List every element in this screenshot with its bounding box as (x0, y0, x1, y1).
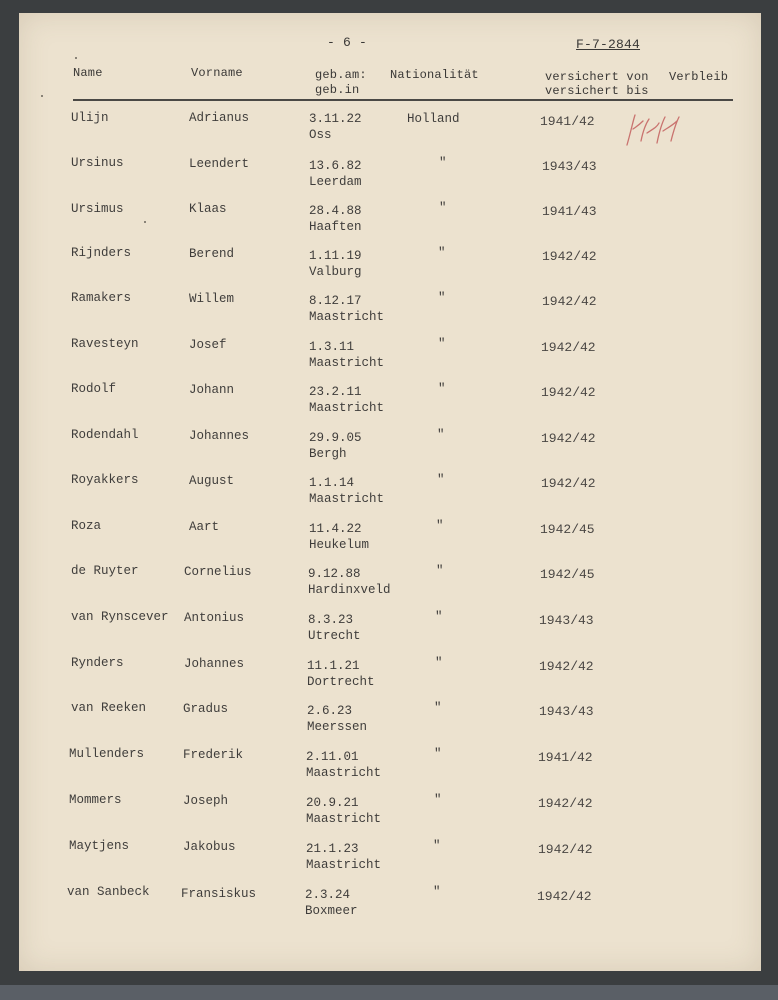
cell-name: Royakkers (71, 473, 139, 487)
column-header-geb-in: geb.in (315, 83, 360, 97)
cell-vorname: Berend (189, 247, 235, 261)
cell-birth-place: Maastricht (306, 766, 382, 780)
cell-nationality: " (439, 156, 447, 170)
cell-vorname: Cornelius (184, 565, 252, 579)
column-header-name: Name (73, 66, 103, 80)
table-row (19, 656, 761, 698)
table-row (19, 246, 761, 288)
cell-nationality: " (436, 564, 444, 578)
cell-birth-place: Dortrecht (307, 675, 375, 689)
cell-vorname: Adrianus (189, 111, 250, 125)
cell-name: Rodolf (71, 382, 117, 396)
cell-vorname: Leendert (189, 157, 250, 171)
cell-birth-place: Maastricht (309, 401, 385, 415)
table-row (19, 428, 761, 470)
cell-birth-date: 28.4.88 (309, 204, 362, 218)
cell-vorname: Aart (189, 520, 220, 534)
cell-nationality: " (434, 747, 442, 761)
cell-birth-place: Haaften (309, 220, 362, 234)
cell-vorname: Fransiskus (181, 887, 257, 901)
file-reference: F-7-2844 (576, 37, 641, 52)
cell-versichert: 1942/42 (542, 294, 597, 309)
cell-name: Ursimus (71, 202, 124, 216)
cell-birth-date: 1.3.11 (309, 340, 355, 354)
cell-versichert: 1942/42 (538, 842, 593, 857)
cell-name: Rodendahl (71, 428, 139, 442)
cell-nationality: " (437, 428, 445, 442)
cell-versichert: 1942/42 (541, 340, 596, 355)
cell-versichert: 1941/42 (540, 114, 595, 129)
cell-birth-date: 11.1.21 (307, 659, 360, 673)
cell-birth-date: 21.1.23 (306, 842, 359, 856)
table-row (19, 111, 761, 153)
cell-name: Mullenders (69, 747, 145, 761)
cell-birth-place: Maastricht (306, 858, 382, 872)
cell-birth-place: Oss (309, 128, 332, 142)
cell-birth-date: 9.12.88 (308, 567, 361, 581)
cell-name: Ravesteyn (71, 337, 139, 351)
cell-versichert: 1941/43 (542, 204, 597, 219)
header-rule (73, 99, 733, 101)
column-header-nationalitaet: Nationalität (390, 68, 479, 82)
cell-nationality: " (434, 701, 442, 715)
table-row (19, 156, 761, 198)
cell-birth-place: Bergh (309, 447, 347, 461)
cell-vorname: August (189, 474, 235, 488)
cell-name: van Rynscever (71, 610, 169, 624)
cell-name: de Ruyter (71, 564, 139, 578)
cell-birth-place: Hardinxveld (308, 583, 391, 597)
cell-birth-date: 2.11.01 (306, 750, 359, 764)
column-header-geb-am: geb.am: (315, 68, 367, 82)
cell-birth-place: Maastricht (309, 492, 385, 506)
cell-nationality: Holland (407, 112, 460, 126)
cell-versichert: 1941/42 (538, 750, 593, 765)
table-row (19, 564, 761, 606)
cell-vorname: Jakobus (183, 840, 236, 854)
cell-versichert: 1942/42 (541, 431, 596, 446)
cell-birth-date: 11.4.22 (309, 522, 362, 536)
cell-versichert: 1942/42 (537, 889, 592, 904)
column-header-versichert-von: versichert von (545, 70, 649, 84)
cell-versichert: 1942/45 (540, 522, 595, 537)
column-header-verbleib: Verbleib (669, 70, 729, 84)
table-row (19, 201, 761, 243)
cell-versichert: 1942/42 (541, 476, 596, 491)
cell-birth-date: 2.3.24 (305, 888, 351, 902)
cell-name: Rynders (71, 656, 124, 670)
cell-nationality: " (435, 656, 443, 670)
cell-vorname: Joseph (183, 794, 229, 808)
cell-nationality: " (435, 610, 443, 624)
cell-name: Ulijn (71, 111, 109, 125)
cell-birth-place: Leerdam (309, 175, 362, 189)
cell-birth-place: Utrecht (308, 629, 361, 643)
cell-name: Mommers (69, 793, 122, 807)
cell-versichert: 1942/45 (540, 567, 595, 582)
page-number: - 6 - (327, 35, 368, 50)
cell-name: Maytjens (69, 839, 130, 853)
cell-birth-place: Heukelum (309, 538, 370, 552)
cell-versichert: 1942/42 (542, 249, 597, 264)
cell-name: Ramakers (71, 291, 132, 305)
table-row (19, 382, 761, 424)
cell-name: van Reeken (71, 701, 147, 715)
scanner-bottom-strip (0, 985, 778, 1000)
cell-nationality: " (436, 519, 444, 533)
table-row (19, 473, 761, 515)
cell-birth-date: 29.9.05 (309, 431, 362, 445)
cell-name: Rijnders (71, 246, 132, 260)
cell-birth-place: Maastricht (306, 812, 382, 826)
cell-nationality: " (437, 473, 445, 487)
paper-speck (41, 95, 43, 97)
cell-birth-date: 13.6.82 (309, 159, 362, 173)
paper-speck (75, 57, 77, 59)
column-header-vorname: Vorname (191, 66, 243, 80)
table-row (19, 747, 761, 789)
cell-versichert: 1943/43 (542, 159, 597, 174)
cell-nationality: " (438, 246, 446, 260)
cell-birth-place: Maastricht (309, 310, 385, 324)
cell-versichert: 1942/42 (539, 659, 594, 674)
cell-birth-place: Boxmeer (305, 904, 358, 918)
cell-nationality: " (438, 382, 446, 396)
cell-birth-place: Maastricht (309, 356, 385, 370)
cell-nationality: " (433, 839, 441, 853)
cell-nationality: " (438, 337, 446, 351)
cell-vorname: Johannes (189, 429, 250, 443)
cell-birth-date: 20.9.21 (306, 796, 359, 810)
cell-birth-date: 8.12.17 (309, 294, 362, 308)
table-row (19, 519, 761, 561)
cell-versichert: 1942/42 (538, 796, 593, 811)
cell-vorname: Gradus (183, 702, 229, 716)
cell-birth-place: Valburg (309, 265, 362, 279)
cell-vorname: Frederik (183, 748, 244, 762)
cell-vorname: Willem (189, 292, 235, 306)
cell-vorname: Johann (189, 383, 235, 397)
cell-birth-date: 1.1.14 (309, 476, 355, 490)
table-row (19, 337, 761, 379)
cell-versichert: 1943/43 (539, 704, 594, 719)
cell-vorname: Johannes (184, 657, 245, 671)
cell-name: Roza (71, 519, 102, 533)
cell-versichert: 1942/42 (541, 385, 596, 400)
cell-vorname: Klaas (189, 202, 227, 216)
cell-birth-place: Meerssen (307, 720, 368, 734)
table-row (19, 701, 761, 743)
table-row (19, 291, 761, 333)
cell-birth-date: 8.3.23 (308, 613, 354, 627)
table-row (19, 839, 761, 881)
document-page (19, 13, 761, 971)
cell-birth-date: 2.6.23 (307, 704, 353, 718)
cell-nationality: " (433, 885, 441, 899)
cell-nationality: " (439, 201, 447, 215)
table-row (19, 793, 761, 835)
table-row (19, 610, 761, 652)
cell-name: van Sanbeck (67, 885, 150, 899)
cell-birth-date: 3.11.22 (309, 112, 362, 126)
cell-name: Ursinus (71, 156, 124, 170)
cell-birth-date: 1.11.19 (309, 249, 362, 263)
cell-vorname: Josef (189, 338, 227, 352)
cell-nationality: " (438, 291, 446, 305)
cell-vorname: Antonius (184, 611, 245, 625)
cell-versichert: 1943/43 (539, 613, 594, 628)
cell-nationality: " (434, 793, 442, 807)
column-header-versichert-bis: versichert bis (545, 84, 649, 98)
cell-birth-date: 23.2.11 (309, 385, 362, 399)
table-row (19, 885, 761, 927)
